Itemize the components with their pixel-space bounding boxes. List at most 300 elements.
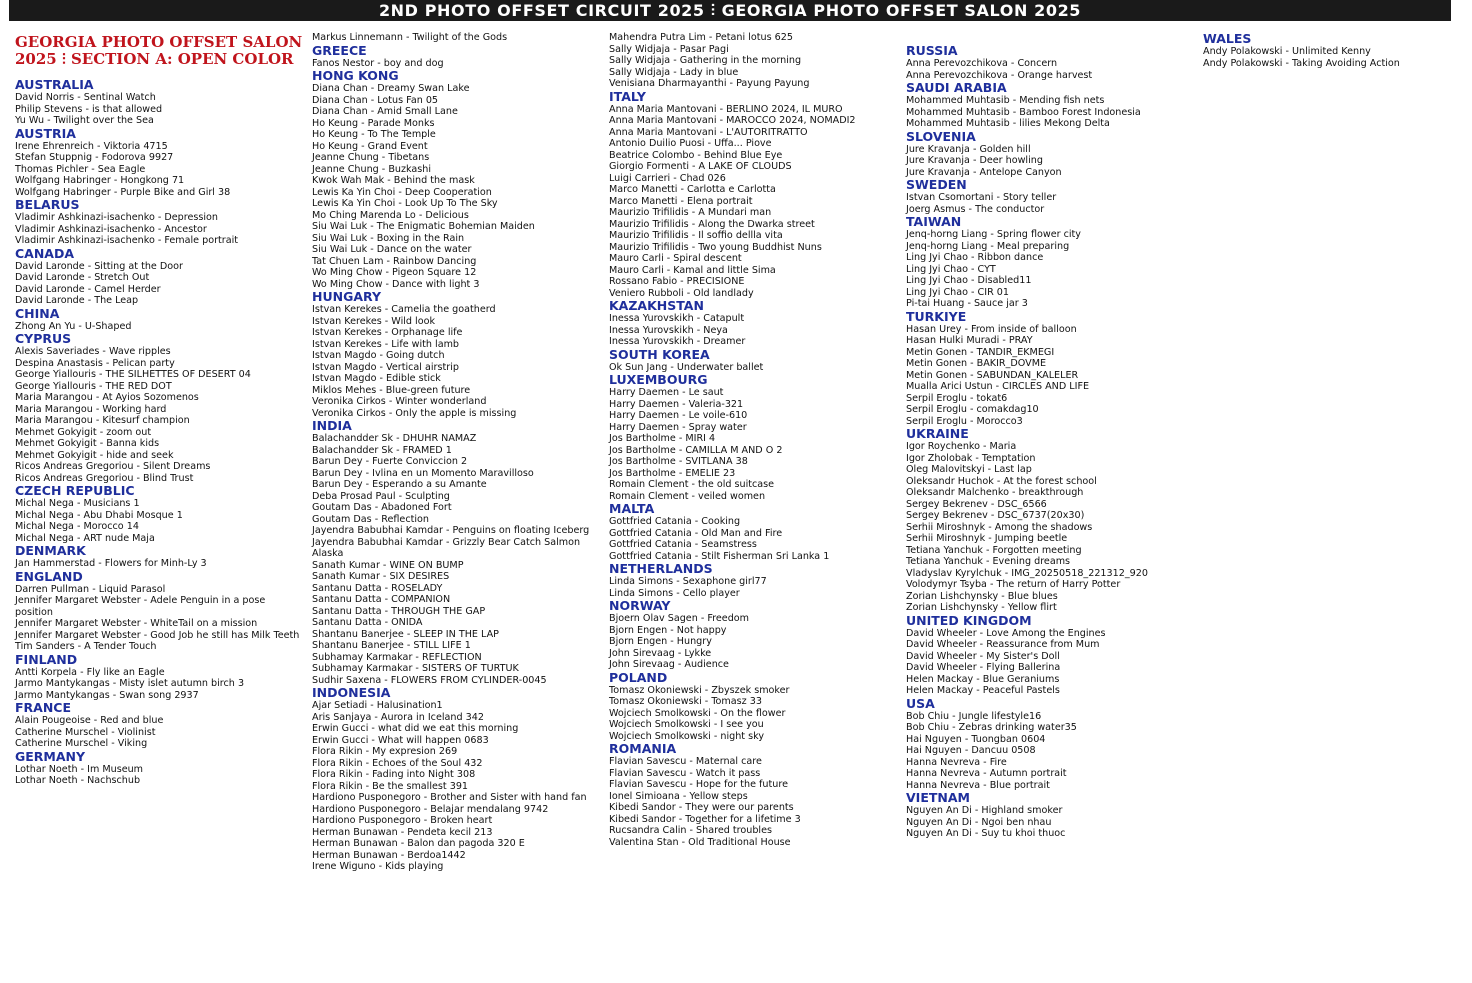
entry-item: David Wheeler - Love Among the Engines [906,627,1106,639]
entry-item: Valentina Stan - Old Traditional House [609,836,791,848]
entry-item: Serpil Eroglu - Morocco3 [906,415,1023,427]
entry-item: Maurizio Trifilidis - A Mundari man [609,207,772,218]
entry-item: Oleksandr Malchenko - breakthrough [906,487,1084,498]
entry-item: Balachandder Sk - DHUHR NAMAZ [312,433,477,444]
country-heading: USA [906,695,935,711]
entry-item: John Sirevaag - Audience [609,659,729,670]
entry-item: Gottfried Catania - Seamstress [609,539,757,550]
country-group [906,791,1198,840]
entry-item: Hai Nguyen - Tuongban 0604 [906,733,1046,745]
entry-item: David Wheeler - Reassurance from Mum [906,639,1100,650]
entry-item: Lewis Ka Yin Choi - Deep Cooperation [312,186,492,198]
entry-item: Hanna Nevreva - Blue portrait [906,779,1050,791]
entry-item: Gottfried Catania - Old Man and Fire [609,527,783,539]
country-heading: ROMANIA [609,741,677,756]
entry-item: Ionel Simioana - Yellow steps [609,790,748,802]
country-group [609,502,901,562]
entry-item: Jenq-horng Liang - Meal preparing [906,240,1070,252]
entry-item: Andy Polakowski - Unlimited Kenny [1203,46,1371,57]
country-heading: INDIA [312,418,352,433]
entry-item: Sally Widjaja - Pasar Pagi [609,43,729,55]
entry-item: Goutam Das - Abadoned Fort [312,502,452,513]
entry-item: Michal Nega - ART nude Maja [15,532,155,544]
entry-item: Nguyen An Di - Highland smoker [906,805,1063,816]
entry-item: Gottfried Catania - Stilt Fisherman Sri Lanka 1 [609,550,830,562]
entry-item: Jure Kravanja - Deer howling [906,155,1043,166]
entry-item: Thomas Pichler - Sea Eagle [15,163,146,175]
entry-item: Ho Keung - Parade Monks [312,117,435,129]
entry-item: Flora Rikin - My expresion 269 [312,746,458,757]
entry-item: Barun Dey - Esperando a su Amante [312,479,487,490]
entry-item: Anna Maria Mantovani - MAROCCO 2024, NOMADI2 [609,115,856,126]
country-group [906,427,1198,614]
country-group [15,570,307,653]
country-group [312,69,604,290]
entry-item: Catherine Murschel - Viking [15,738,148,749]
entry-item: Michal Nega - Morocco 14 [15,521,139,532]
entry-item: Jos Bartholme - EMELIE 23 [609,467,736,479]
entry-item: Istvan Magdo - Going dutch [312,350,445,361]
entry-item: Mauro Carli - Spiral descent [609,253,742,264]
entry-item: Stefan Stuppnig - Fodorova 9927 [15,152,174,163]
entry-item: Istvan Magdo - Vertical airstrip [312,361,459,373]
entry-item: Diana Chan - Dreamy Swan Lake [312,83,470,94]
country-group [15,247,307,307]
country-heading: GERMANY [15,748,86,764]
country-heading: POLAND [609,669,668,685]
country-heading: HUNGARY [312,289,382,304]
entry-item: Ho Keung - Grand Event [312,140,428,152]
country-heading: SAUDI ARABIA [906,80,1007,95]
entry-item: Santanu Datta - COMPANION [312,594,451,605]
entry-item: Serpil Eroglu - comakdag10 [906,404,1039,415]
entry-item: Balachandder Sk - FRAMED 1 [312,444,452,456]
entry-item: Ajar Setiadi - Halusination1 [312,700,443,711]
entry-item: Harry Daemen - Valeria-321 [609,398,744,410]
country-heading: RUSSIA [906,43,958,58]
country-group [906,81,1198,130]
entry-item: George Yiallouris - THE SILHETTES OF DESERT 04 [15,369,251,380]
entry-item: Kibedi Sandor - Together for a lifetime 3 [609,813,801,825]
entry-item: Flavian Savescu - Maternal care [609,756,762,767]
entry-item: Siu Wai Luk - Dance on the water [312,244,472,255]
entry-item: Wojciech Smolkowski - night sky [609,730,765,742]
entry-item: Tetiana Yanchuk - Evening dreams [906,556,1071,567]
entry-item: Jennifer Margaret Webster - WhiteTail on a mission [15,618,258,629]
country-group [906,178,1198,215]
entry-item: Tomasz Okoniewski - Tomasz 33 [609,696,762,707]
country-heading: TAIWAN [906,214,962,229]
entry-item: Veronika Cirkos - Winter wonderland [312,396,487,407]
entry-item: Linda Simons - Cello player [609,587,740,599]
entry-item: Ricos Andreas Gregoriou - Blind Trust [15,472,194,484]
entry-item: Antonio Duilio Puosi - Uffa... Piove [609,138,772,149]
entry-item: Oleksandr Huchok - At the forest school [906,475,1097,487]
entry-item: Wo Ming Chow - Pigeon Square 12 [312,267,477,278]
country-group [906,697,1198,792]
country-group [15,332,307,484]
entry-item: Jenq-horng Liang - Spring flower city [906,229,1081,240]
entry-item: Shantanu Banerjee - SLEEP IN THE LAP [312,628,499,640]
column-1 [15,32,307,787]
entry-item: David Laronde - Sitting at the Door [15,260,183,272]
entry-item: Yu Wu - Twilight over the Sea [15,115,154,126]
entry-item: Veronika Cirkos - Only the apple is missing [312,407,517,419]
entry-item: Inessa Yurovskikh - Neya [609,324,728,336]
entry-item: David Laronde - Stretch Out [15,272,150,283]
entry-item: Wolfgang Habringer - Hongkong 71 [15,175,185,186]
entry-item: Catherine Murschel - Violinist [15,726,156,738]
entry-item: Jos Bartholme - CAMILLA M AND O 2 [609,444,783,456]
entry-item: Romain Clement - veiled women [609,490,766,502]
country-heading: AUSTRIA [15,125,76,141]
country-heading: NETHERLANDS [609,561,713,576]
country-group [312,419,604,686]
entry-item: Istvan Csomortani - Story teller [906,192,1057,203]
country-group [906,215,1198,310]
country-group [609,299,901,348]
entry-item: Sergey Bekrenev - DSC_6566 [906,498,1047,510]
entry-item: Erwin Gucci - What will happen 0683 [312,734,489,746]
country-heading: CYPRUS [15,331,72,346]
entry-item: Ling Jyi Chao - CYT [906,263,996,275]
country-group [906,44,1198,81]
entry-item: Jennifer Margaret Webster - Good Job he still has Milk Teeth [15,629,300,641]
country-group [15,307,307,333]
country-group [15,198,307,247]
country-heading: ENGLAND [15,568,83,584]
entry-item: Wolfgang Habringer - Purple Bike and Girl 38 [15,186,231,198]
entry-item: Joerg Asmus - The conductor [906,203,1045,215]
entry-item: Jennifer Margaret Webster - Adele Penguin in a pose position [15,595,266,618]
entry-item: Kibedi Sandor - They were our parents [609,802,794,813]
entry-item: Ling Jyi Chao - CIR 01 [906,286,1009,298]
entry-item: Jeanne Chung - Tibetans [312,152,430,163]
entry-item: John Sirevaag - Lykke [609,647,712,659]
entry-item: Philip Stevens - is that allowed [15,103,163,115]
entry-item: Sanath Kumar - WINE ON BUMP [312,559,464,571]
country-group [312,686,604,873]
entry-item: Mehmet Gokyigit - zoom out [15,426,152,438]
country-heading: BELARUS [15,197,80,212]
entry-item: Zorian Lishchynsky - Yellow flirt [906,602,1057,613]
country-heading: UKRAINE [906,426,969,441]
entry-item: Markus Linnemann - Twilight of the Gods [312,32,508,43]
entry-item: Siu Wai Luk - The Enigmatic Bohemian Maiden [312,221,535,232]
entry-item: Santanu Datta - ONIDA [312,617,423,628]
entry-item: Venisiana Dharmayanthi - Payung Payung [609,78,810,89]
country-group [1203,32,1472,69]
entry-item: Tat Chuen Lam - Rainbow Dancing [312,255,477,267]
country-heading: LUXEMBOURG [609,372,708,387]
entry-item: Helen Mackay - Blue Geraniums [906,673,1060,685]
country-group [609,32,901,90]
entry-item: Maria Marangou - At Ayios Sozomenos [15,392,199,403]
entry-item: Hanna Nevreva - Fire [906,756,1007,768]
entry-item: Marco Manetti - Carlotta e Carlotta [609,184,776,195]
column-2 [312,32,604,873]
entry-item: Jarmo Mantykangas - Swan song 2937 [15,689,199,701]
country-group [609,742,901,848]
entry-item: Lothar Noeth - Im Museum [15,763,144,775]
entry-item: Hardiono Pusponegoro - Belajar mendalang 9742 [312,803,549,815]
entry-item: Wojciech Smolkowski - On the flower [609,707,786,719]
entry-item: Inessa Yurovskikh - Catapult [609,313,745,324]
entry-item: Tetiana Yanchuk - Forgotten meeting [906,544,1082,556]
entry-item: Marco Manetti - Elena portrait [609,195,753,207]
entry-item: Diana Chan - Amid Small Lane [312,106,458,117]
entry-item: Serhii Miroshnyk - Among the shadows [906,521,1093,533]
country-heading: NORWAY [609,598,671,613]
entry-item: Irene Wiguno - Kids playing [312,861,444,872]
country-heading: FRANCE [15,700,72,715]
entry-item: David Norris - Sentinal Watch [15,92,156,103]
country-heading: UNITED KINGDOM [906,612,1032,628]
entry-item: Bob Chiu - Jungle lifestyle16 [906,710,1042,722]
column-4 [906,44,1198,840]
entry-item: Gottfried Catania - Cooking [609,516,741,527]
entry-item: Jure Kravanja - Antelope Canyon [906,166,1062,178]
entry-item: Serhii Miroshnyk - Jumping beetle [906,533,1068,544]
entry-item: Barun Dey - Ivlina en un Momento Maravilloso [312,467,534,479]
entry-item: Anna Perevozchikova - Concern [906,58,1058,69]
entry-item: Jos Bartholme - SVITLANA 38 [609,456,748,467]
entry-item: Aris Sanjaya - Aurora in Iceland 342 [312,711,484,723]
entry-item: Rossano Fabio - PRECISIONE [609,276,745,287]
entry-item: Darren Pullman - Liquid Parasol [15,583,166,595]
entry-item: Jayendra Babubhai Kamdar - Penguins on floating Iceberg [312,525,590,536]
country-group [609,599,901,671]
country-group [609,90,901,300]
entry-item: Flora Rikin - Echoes of the Soul 432 [312,757,483,769]
entry-item: Mehmet Gokyigit - Banna kids [15,438,160,449]
column-3 [609,32,901,848]
entry-item: Mualla Arici Ustun - CIRCLES AND LIFE [906,381,1090,392]
entry-item: Harry Daemen - Spray water [609,421,747,433]
entry-item: Hardiono Pusponegoro - Brother and Sister with hand fan [312,792,587,803]
entry-item: Maurizio Trifilidis - Two young Buddhist Nuns [609,241,822,253]
entry-item: Herman Bunawan - Balon dan pagoda 320 E [312,838,525,849]
entry-item: Goutam Das - Reflection [312,513,429,525]
entry-item: Jeanne Chung - Buzkashi [312,163,432,175]
entry-item: Jayendra Babubhai Kamdar - Grizzly Bear Catch Salmon Alaska [312,536,581,559]
country-heading: SOUTH KOREA [609,346,710,362]
country-group [609,348,901,374]
entry-item: Flora Rikin - Be the smallest 391 [312,780,469,792]
entry-item: Wojciech Smolkowski - I see you [609,719,764,730]
entry-item: Mo Ching Marenda Lo - Delicious [312,209,469,221]
entry-item: Veniero Rubboli - Old landlady [609,287,754,299]
entry-item: Serpil Eroglu - tokat6 [906,392,1008,404]
entry-item: Hanna Nevreva - Autumn portrait [906,768,1067,779]
entry-item: Andy Polakowski - Taking Avoiding Action [1203,57,1400,69]
country-heading: MALTA [609,501,655,516]
entry-item: Kwok Wah Mak - Behind the mask [312,175,475,186]
country-group [15,78,307,127]
entry-item: Harry Daemen - Le saut [609,387,724,398]
entry-item: Hai Nguyen - Dancuu 0508 [906,745,1036,756]
entry-item: Luigi Carrieri - Chad 026 [609,172,726,184]
entry-item: Maurizio Trifilidis - Il soffio dellla vita [609,230,783,241]
section-title: GEORGIA PHOTO OFFSET SALON 2025 ⫶ SECTION A: OPEN COLOR [15,33,303,68]
entry-item: Istvan Kerekes - Wild look [312,315,436,327]
country-heading: ITALY [609,88,646,104]
entry-item: Anna Maria Mantovani - BERLINO 2024, IL MURO [609,103,843,115]
entry-item: Giorgio Formenti - A LAKE OF CLOUDS [609,161,792,172]
entry-item: Maria Marangou - Working hard [15,403,167,415]
country-heading: CZECH REPUBLIC [15,483,135,498]
entry-item: Vladimir Ashkinazi-isachenko - Depression [15,212,219,223]
entry-item: Igor Zholobak - Temptation [906,452,1036,464]
entry-item: Wo Ming Chow - Dance with light 3 [312,278,480,290]
entry-item: Metin Gonen - TANDIR_EKMEGI [906,346,1055,358]
entry-item: Alain Pougeoise - Red and blue [15,715,164,726]
country-group [906,310,1198,428]
entry-item: Ok Sun Jang - Underwater ballet [609,361,764,373]
entry-item: George Yiallouris - THE RED DOT [15,380,172,392]
entry-item: David Laronde - The Leap [15,295,139,306]
entry-item: Antti Korpela - Fly like an Eagle [15,666,165,678]
country-heading: WALES [1203,31,1252,46]
entry-item: Santanu Datta - THROUGH THE GAP [312,605,486,617]
country-heading: INDONESIA [312,685,391,700]
entry-item: Herman Bunawan - Berdoa1442 [312,849,466,861]
country-group [312,32,604,44]
country-group [15,484,307,544]
entry-item: Sanath Kumar - SIX DESIRES [312,571,450,582]
entry-item: Bob Chiu - Zebras drinking water35 [906,722,1077,733]
country-group [609,373,901,502]
entry-item: Ho Keung - To The Temple [312,129,436,140]
entry-item: Inessa Yurovskikh - Dreamer [609,336,746,347]
entry-item: Istvan Kerekes - Life with lamb [312,338,460,350]
entry-item: Sally Widjaja - Gathering in the morning [609,55,802,66]
entry-item: Nguyen An Di - Suy tu khoi thuoc [906,828,1066,839]
entry-item: Vladyslav Kyrylchuk - IMG_20250518_221312_920 [906,567,1148,579]
entry-item: Subhamay Karmakar - REFLECTION [312,651,482,663]
entry-item: Tim Sanders - A Tender Touch [15,641,157,652]
entry-item: Anna Perevozchikova - Orange harvest [906,69,1093,81]
entry-item: Rucsandra Calin - Shared troubles [609,825,772,836]
country-group [906,614,1198,697]
entry-item: Miklos Mehes - Blue-green future [312,384,471,396]
entry-item: Mohammed Muhtasib - lilies Mekong Delta [906,118,1110,129]
entry-item: Vladimir Ashkinazi-isachenko - Female portrait [15,235,239,246]
entry-item: Istvan Kerekes - Orphanage life [312,327,463,338]
country-heading: DENMARK [15,543,86,558]
entry-item: Metin Gonen - BAKIR_DOVME [906,358,1047,369]
entry-item: Sally Widjaja - Lady in blue [609,66,739,78]
country-heading: HONG KONG [312,68,399,83]
entry-item: Michal Nega - Abu Dhabi Mosque 1 [15,509,183,521]
entry-item: Zhong An Yu - U-Shaped [15,320,132,332]
country-heading: KAZAKHSTAN [609,298,704,313]
entry-item: Mehmet Gokyigit - hide and seek [15,449,174,461]
entry-item: Jos Bartholme - MIRI 4 [609,433,716,444]
entry-item: Despina Anastasis - Pelican party [15,357,175,369]
entry-item: Jarmo Mantykangas - Misty islet autumn birch 3 [15,678,245,689]
country-heading: VIETNAM [906,790,970,805]
entry-item: Flavian Savescu - Hope for the future [609,779,788,790]
entry-item: Siu Wai Luk - Boxing in the Rain [312,232,465,244]
entry-item: Bjorn Engen - Not happy [609,624,727,636]
entry-item: Sudhir Saxena - FLOWERS FROM CYLINDER-0045 [312,674,547,686]
entry-item: Bjoern Olav Sagen - Freedom [609,613,750,624]
entry-item: Linda Simons - Sexaphone girl77 [609,576,767,587]
entry-item: Harry Daemen - Le voile-610 [609,410,748,421]
entry-item: Ricos Andreas Gregoriou - Silent Dreams [15,461,211,472]
country-heading: TURKIYE [906,308,967,324]
entry-item: Ling Jyi Chao - Ribbon dance [906,252,1044,263]
entry-item: David Laronde - Camel Herder [15,283,161,295]
country-group [312,44,604,70]
entry-item: Subhamay Karmakar - SISTERS OF TURTUK [312,663,519,674]
entry-item: Herman Bunawan - Pendeta kecil 213 [312,826,493,838]
entry-item: Maurizio Trifilidis - Along the Dwarka street [609,218,815,230]
entry-item: Shantanu Banerjee - STILL LIFE 1 [312,640,471,651]
entry-item: Zorian Lishchynsky - Blue blues [906,590,1058,602]
entry-item: Metin Gonen - SABUNDAN_KALELER [906,369,1079,381]
country-heading: CHINA [15,305,60,321]
country-heading: CANADA [15,245,75,261]
entry-item: Istvan Magdo - Edible stick [312,373,441,384]
entry-item: Deba Prosad Paul - Sculpting [312,490,450,502]
entry-item: Nguyen An Di - Ngoi ben nhau [906,816,1052,828]
country-group [15,701,307,750]
entry-item: Mauro Carli - Kamal and little Sima [609,264,776,276]
entry-item: Flavian Savescu - Watch it pass [609,767,761,779]
entry-item: Hardiono Pusponegoro - Broken heart [312,815,493,826]
entry-item: Diana Chan - Lotus Fan 05 [312,94,439,106]
country-heading: AUSTRALIA [15,77,94,92]
entry-item: Santanu Datta - ROSELADY [312,582,443,594]
country-heading: SLOVENIA [906,128,976,144]
entry-item: Barun Dey - Fuerte Conviccion 2 [312,456,468,467]
entry-item: Maria Marangou - Kitesurf champion [15,415,190,426]
entry-item: Tomasz Okoniewski - Zbyszek smoker [609,684,790,696]
country-group [15,544,307,570]
column-5 [1203,32,1472,69]
entry-item: Istvan Kerekes - Camelia the goatherd [312,304,496,315]
entry-item: Jure Kravanja - Golden hill [906,143,1031,155]
country-heading: FINLAND [15,651,78,667]
entry-item: Lewis Ka Yin Choi - Look Up To The Sky [312,198,498,209]
entry-item: Sergey Bekrenev - DSC_6737(20x30) [906,510,1085,521]
entry-item: Mahendra Putra Lim - Petani lotus 625 [609,32,793,43]
entry-item: Fanos Nestor - boy and dog [312,57,444,69]
entry-item: Hasan Hulki Muradi - PRAY [906,335,1033,346]
entry-item: Vladimir Ashkinazi-isachenko - Ancestor [15,223,207,235]
entry-item: Oleg Malovitskyi - Last lap [906,464,1032,475]
entry-item: Volodymyr Tsyba - The return of Harry Potter [906,579,1121,590]
entry-item: Ling Jyi Chao - Disabled11 [906,275,1032,286]
country-group [609,562,901,599]
entry-item: Romain Clement - the old suitcase [609,479,775,490]
entry-item: Mohammed Muhtasib - Mending fish nets [906,95,1105,106]
entry-item: Bjorn Engen - Hungry [609,636,712,647]
country-group [312,290,604,419]
country-group [15,750,307,787]
entry-item: Anna Maria Mantovani - L'AUTORITRATTO [609,126,808,138]
entry-item: Hasan Urey - From inside of balloon [906,323,1077,335]
page-banner: 2ND PHOTO OFFSET CIRCUIT 2025 ⫶ GEORGIA PHOTO OFFSET SALON 2025 [9,0,1451,21]
entry-item: Igor Roychenko - Maria [906,441,1017,452]
entry-item: Lothar Noeth - Nachschub [15,775,141,786]
country-group [609,671,901,743]
entry-item: Flora Rikin - Fading into Night 308 [312,769,476,780]
entry-item: Michal Nega - Musicians 1 [15,498,140,509]
entry-item: Erwin Gucci - what did we eat this morning [312,723,519,734]
